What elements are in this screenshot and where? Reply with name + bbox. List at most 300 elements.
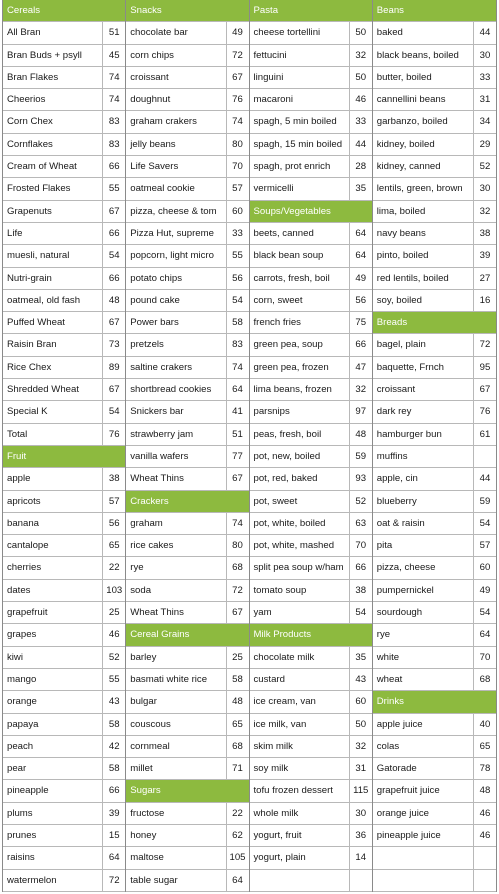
glycemic-value: 74 xyxy=(226,111,249,132)
glycemic-value: 31 xyxy=(473,89,496,110)
table-row xyxy=(250,268,372,290)
table-row xyxy=(3,334,125,356)
food-name: Total xyxy=(7,428,28,440)
food-name: lentils, green, brown xyxy=(376,183,463,195)
food-name: plums xyxy=(7,807,33,819)
glycemic-value: 54 xyxy=(349,602,372,623)
category-label: Sugars xyxy=(130,785,161,797)
food-name: Wheat Thins xyxy=(130,607,184,619)
glycemic-value: 76 xyxy=(226,89,249,110)
food-name: oatmeal, old fash xyxy=(7,294,81,306)
glycemic-value: 66 xyxy=(349,557,372,578)
table-row xyxy=(250,535,372,557)
table-row xyxy=(3,714,125,736)
glycemic-value: 49 xyxy=(349,268,372,289)
glycemic-value: 40 xyxy=(473,714,496,735)
food-name: yogurt, plain xyxy=(253,852,306,864)
table-row xyxy=(373,736,496,758)
table-row xyxy=(373,803,496,825)
glycemic-value: 64 xyxy=(473,624,496,645)
table-row xyxy=(250,424,372,446)
glycemic-value: 67 xyxy=(473,379,496,400)
table-row xyxy=(373,45,496,67)
table-row xyxy=(373,111,496,133)
food-name: jelly beans xyxy=(130,138,176,150)
food-name: potato chips xyxy=(130,272,182,284)
glycemic-value: 39 xyxy=(102,803,125,824)
table-row xyxy=(250,847,372,869)
glycemic-value: 72 xyxy=(226,580,249,601)
glycemic-value: 52 xyxy=(473,156,496,177)
food-name: Nutri-grain xyxy=(7,272,52,284)
food-name: colas xyxy=(376,740,400,752)
food-name: rice cakes xyxy=(130,540,174,552)
empty-row xyxy=(373,870,496,892)
glycemic-value: 64 xyxy=(349,245,372,266)
table-row xyxy=(126,647,248,669)
food-name: custard xyxy=(253,673,285,685)
table-row xyxy=(3,178,125,200)
category-label: Crackers xyxy=(130,495,169,507)
table-row xyxy=(3,847,125,869)
glycemic-value: 15 xyxy=(102,825,125,846)
table-row xyxy=(250,647,372,669)
food-name: macaroni xyxy=(253,94,293,106)
glycemic-value: 93 xyxy=(349,468,372,489)
glycemic-value: 54 xyxy=(226,290,249,311)
glycemic-value: 27 xyxy=(473,268,496,289)
table-row xyxy=(250,446,372,468)
glycemic-value: 31 xyxy=(349,758,372,779)
food-name: Wheat Thins xyxy=(130,473,184,485)
table-row xyxy=(126,134,248,156)
food-name: Corn Chex xyxy=(7,116,53,128)
glycemic-value: 32 xyxy=(349,379,372,400)
glycemic-value: 33 xyxy=(473,67,496,88)
category-label: Drinks xyxy=(376,696,404,708)
food-name: pineapple juice xyxy=(376,829,441,841)
glycemic-value: 67 xyxy=(102,379,125,400)
food-name: Bran Flakes xyxy=(7,71,59,83)
glycemic-value: 25 xyxy=(102,602,125,623)
table-column xyxy=(250,0,373,891)
food-name: split pea soup w/ham xyxy=(253,562,344,574)
table-row xyxy=(250,736,372,758)
category-header xyxy=(373,691,496,713)
table-row xyxy=(373,714,496,736)
glycemic-value: 60 xyxy=(226,201,249,222)
food-name: saltine crakers xyxy=(130,361,193,373)
glycemic-value: 66 xyxy=(102,223,125,244)
glycemic-value: 51 xyxy=(226,424,249,445)
glycemic-value: 73 xyxy=(102,334,125,355)
food-name: rye xyxy=(130,562,144,574)
food-name: pot, white, boiled xyxy=(253,517,326,529)
table-row xyxy=(250,513,372,535)
glycemic-value: 70 xyxy=(226,156,249,177)
table-row xyxy=(373,491,496,513)
glycemic-value: 68 xyxy=(226,557,249,578)
table-row xyxy=(126,557,248,579)
glycemic-value: 115 xyxy=(349,780,372,801)
glycemic-value: 78 xyxy=(473,758,496,779)
food-name: pot, white, mashed xyxy=(253,540,335,552)
food-name: wheat xyxy=(376,673,403,685)
glycemic-value: 66 xyxy=(102,268,125,289)
glycemic-value: 57 xyxy=(226,178,249,199)
food-name: spagh, prot enrich xyxy=(253,161,331,173)
table-row xyxy=(373,557,496,579)
glycemic-value: 38 xyxy=(102,468,125,489)
table-row xyxy=(373,134,496,156)
glycemic-value: 39 xyxy=(473,245,496,266)
food-name: banana xyxy=(7,517,40,529)
table-row xyxy=(126,223,248,245)
glycemic-value: 65 xyxy=(226,714,249,735)
glycemic-value: 43 xyxy=(102,691,125,712)
food-name: butter, boiled xyxy=(376,71,432,83)
glycemic-value: 58 xyxy=(226,669,249,690)
food-name: cannellini beans xyxy=(376,94,446,106)
table-row xyxy=(126,67,248,89)
food-name: Frosted Flakes xyxy=(7,183,71,195)
food-name: grapes xyxy=(7,629,37,641)
glycemic-value: 58 xyxy=(102,714,125,735)
table-row xyxy=(126,758,248,780)
category-label: Soups/Vegetables xyxy=(253,205,331,217)
table-row xyxy=(373,290,496,312)
glycemic-value: 71 xyxy=(226,758,249,779)
table-row xyxy=(126,424,248,446)
glycemic-value: 67 xyxy=(226,602,249,623)
food-name: Snickers bar xyxy=(130,406,184,418)
food-name: Cream of Wheat xyxy=(7,161,77,173)
table-row xyxy=(126,89,248,111)
food-name: soy milk xyxy=(253,763,289,775)
glycemic-value: 83 xyxy=(102,111,125,132)
glycemic-value: 49 xyxy=(226,22,249,43)
food-name: spagh, 15 min boiled xyxy=(253,138,343,150)
glycemic-value: 54 xyxy=(102,245,125,266)
food-name: All Bran xyxy=(7,27,41,39)
glycemic-value: 74 xyxy=(226,357,249,378)
food-name: garbanzo, boiled xyxy=(376,116,448,128)
table-row xyxy=(373,513,496,535)
glycemic-value: 48 xyxy=(349,424,372,445)
table-row xyxy=(250,691,372,713)
table-row xyxy=(373,602,496,624)
category-label: Cereal Grains xyxy=(130,629,190,641)
table-row xyxy=(373,201,496,223)
table-row xyxy=(373,67,496,89)
food-name: pita xyxy=(376,540,393,552)
glycemic-value: 95 xyxy=(473,357,496,378)
table-row xyxy=(250,45,372,67)
glycemic-value: 70 xyxy=(473,647,496,668)
food-name: croissant xyxy=(130,71,169,83)
food-name: Shredded Wheat xyxy=(7,384,79,396)
glycemic-value: 72 xyxy=(102,870,125,891)
glycemic-value: 32 xyxy=(349,45,372,66)
glycemic-value: 48 xyxy=(102,290,125,311)
glycemic-value xyxy=(473,446,496,467)
food-name: green pea, soup xyxy=(253,339,323,351)
food-name: sourdough xyxy=(376,607,423,619)
glycemic-value: 47 xyxy=(349,357,372,378)
table-row xyxy=(3,424,125,446)
food-name: muffins xyxy=(376,450,408,462)
food-name: orange xyxy=(7,696,37,708)
category-header xyxy=(250,201,372,223)
table-row xyxy=(250,758,372,780)
table-row xyxy=(250,156,372,178)
glycemic-value: 68 xyxy=(226,736,249,757)
glycemic-value: 97 xyxy=(349,401,372,422)
category-header xyxy=(3,0,125,22)
table-row xyxy=(3,825,125,847)
table-row xyxy=(250,111,372,133)
table-row xyxy=(126,401,248,423)
glycemic-value: 66 xyxy=(349,334,372,355)
glycemic-value: 32 xyxy=(473,201,496,222)
food-name: dark rey xyxy=(376,406,412,418)
food-name: spagh, 5 min boiled xyxy=(253,116,337,128)
table-row xyxy=(250,557,372,579)
glycemic-value: 72 xyxy=(226,45,249,66)
food-name: prunes xyxy=(7,829,37,841)
table-row xyxy=(250,468,372,490)
glycemic-value: 33 xyxy=(349,111,372,132)
food-name: orange juice xyxy=(376,807,430,819)
category-header xyxy=(126,0,248,22)
glycemic-value: 50 xyxy=(349,67,372,88)
table-row xyxy=(126,312,248,334)
food-name: tofu frozen dessert xyxy=(253,785,333,797)
category-header xyxy=(126,780,248,802)
food-name: doughnut xyxy=(130,94,171,106)
glycemic-value: 67 xyxy=(226,468,249,489)
table-row xyxy=(3,758,125,780)
food-name: barley xyxy=(130,651,157,663)
food-name: corn chips xyxy=(130,49,174,61)
glycemic-value: 54 xyxy=(473,513,496,534)
food-name: vermicelli xyxy=(253,183,294,195)
food-name: Raisin Bran xyxy=(7,339,57,351)
glycemic-value: 74 xyxy=(102,67,125,88)
table-row xyxy=(250,580,372,602)
table-row xyxy=(126,45,248,67)
glycemic-value: 89 xyxy=(102,357,125,378)
empty-row xyxy=(250,870,372,892)
glycemic-value: 50 xyxy=(349,22,372,43)
table-row xyxy=(373,825,496,847)
glycemic-value: 57 xyxy=(102,491,125,512)
table-row xyxy=(373,424,496,446)
glycemic-value: 75 xyxy=(349,312,372,333)
food-name: grapefruit xyxy=(7,607,48,619)
food-name: cornmeal xyxy=(130,740,170,752)
table-row xyxy=(373,245,496,267)
glycemic-value: 59 xyxy=(473,491,496,512)
table-row xyxy=(3,870,125,892)
food-name: soda xyxy=(130,584,152,596)
glycemic-value: 80 xyxy=(226,134,249,155)
glycemic-value: 38 xyxy=(349,580,372,601)
glycemic-value: 44 xyxy=(473,468,496,489)
food-name: kidney, canned xyxy=(376,161,441,173)
table-row xyxy=(250,491,372,513)
glycemic-value: 65 xyxy=(102,535,125,556)
table-row xyxy=(3,312,125,334)
table-row xyxy=(3,580,125,602)
table-row xyxy=(3,803,125,825)
food-name: pot, sweet xyxy=(253,495,298,507)
table-row xyxy=(3,602,125,624)
glycemic-index-table xyxy=(2,0,497,892)
glycemic-value: 74 xyxy=(226,513,249,534)
table-row xyxy=(250,290,372,312)
table-row xyxy=(373,780,496,802)
food-name: vanilla wafers xyxy=(130,450,189,462)
table-row xyxy=(3,513,125,535)
food-name: muesli, natural xyxy=(7,250,70,262)
glycemic-value: 80 xyxy=(226,535,249,556)
food-name: Cornflakes xyxy=(7,138,53,150)
glycemic-value: 43 xyxy=(349,669,372,690)
table-row xyxy=(250,89,372,111)
table-row xyxy=(3,290,125,312)
table-row xyxy=(126,178,248,200)
glycemic-value: 59 xyxy=(349,446,372,467)
table-row xyxy=(126,245,248,267)
table-row xyxy=(3,535,125,557)
empty-cell xyxy=(373,870,473,891)
table-row xyxy=(126,870,248,892)
table-row xyxy=(373,580,496,602)
glycemic-value: 48 xyxy=(473,780,496,801)
food-name: pound cake xyxy=(130,294,180,306)
table-row xyxy=(250,602,372,624)
table-row xyxy=(126,825,248,847)
table-row xyxy=(373,468,496,490)
food-name: Puffed Wheat xyxy=(7,317,65,329)
table-row xyxy=(3,780,125,802)
food-name: Pizza Hut, supreme xyxy=(130,227,214,239)
glycemic-value: 35 xyxy=(349,178,372,199)
table-row xyxy=(250,357,372,379)
glycemic-value: 30 xyxy=(473,45,496,66)
table-row xyxy=(3,156,125,178)
food-name: lima beans, frozen xyxy=(253,384,332,396)
table-row xyxy=(126,379,248,401)
empty-cell xyxy=(373,847,473,868)
table-row xyxy=(373,223,496,245)
table-row xyxy=(373,758,496,780)
glycemic-value: 36 xyxy=(349,825,372,846)
glycemic-value: 66 xyxy=(102,156,125,177)
table-row xyxy=(3,111,125,133)
glycemic-value: 33 xyxy=(226,223,249,244)
food-name: fettucini xyxy=(253,49,287,61)
food-name: white xyxy=(376,651,400,663)
category-label: Beans xyxy=(376,5,404,16)
food-name: baquette, Frnch xyxy=(376,361,444,373)
category-header xyxy=(250,624,372,646)
glycemic-value: 16 xyxy=(473,290,496,311)
glycemic-value: 56 xyxy=(226,268,249,289)
glycemic-value: 68 xyxy=(473,669,496,690)
table-row xyxy=(126,111,248,133)
glycemic-value: 44 xyxy=(349,134,372,155)
table-row xyxy=(3,468,125,490)
glycemic-value: 42 xyxy=(102,736,125,757)
food-name: Cheerios xyxy=(7,94,46,106)
food-name: hamburger bun xyxy=(376,428,442,440)
table-row xyxy=(250,223,372,245)
table-row xyxy=(3,379,125,401)
table-row xyxy=(250,401,372,423)
food-name: raisins xyxy=(7,852,35,864)
table-row xyxy=(3,401,125,423)
food-name: black bean soup xyxy=(253,250,324,262)
table-row xyxy=(3,245,125,267)
table-row xyxy=(250,825,372,847)
table-row xyxy=(126,714,248,736)
table-row xyxy=(373,357,496,379)
food-name: blueberry xyxy=(376,495,417,507)
food-name: pizza, cheese & tom xyxy=(130,205,217,217)
table-row xyxy=(373,156,496,178)
food-name: Power bars xyxy=(130,317,179,329)
glycemic-value: 66 xyxy=(102,780,125,801)
food-name: ice cream, van xyxy=(253,696,316,708)
food-name: apple juice xyxy=(376,718,423,730)
food-name: basmati white rice xyxy=(130,673,208,685)
table-row xyxy=(126,22,248,44)
table-row xyxy=(3,223,125,245)
glycemic-value: 83 xyxy=(102,134,125,155)
category-label: Snacks xyxy=(130,5,162,16)
table-row xyxy=(3,45,125,67)
category-label: Fruit xyxy=(7,450,27,462)
glycemic-value: 29 xyxy=(473,134,496,155)
food-name: cherries xyxy=(7,562,42,574)
food-name: ice milk, van xyxy=(253,718,307,730)
glycemic-value: 52 xyxy=(102,647,125,668)
glycemic-value: 55 xyxy=(226,245,249,266)
glycemic-value: 58 xyxy=(102,758,125,779)
food-name: table sugar xyxy=(130,874,178,886)
table-row xyxy=(3,736,125,758)
food-name: navy beans xyxy=(376,227,426,239)
food-name: red lentils, boiled xyxy=(376,272,449,284)
glycemic-value: 28 xyxy=(349,156,372,177)
table-row xyxy=(250,669,372,691)
food-name: Bran Buds + psyll xyxy=(7,49,82,61)
table-row xyxy=(373,268,496,290)
glycemic-value: 103 xyxy=(102,580,125,601)
table-row xyxy=(126,446,248,468)
glycemic-value: 105 xyxy=(226,847,249,868)
table-row xyxy=(373,535,496,557)
glycemic-value: 38 xyxy=(473,223,496,244)
food-name: carrots, fresh, boil xyxy=(253,272,330,284)
glycemic-value: 60 xyxy=(473,557,496,578)
table-row xyxy=(126,691,248,713)
food-name: Grapenuts xyxy=(7,205,52,217)
glycemic-value: 30 xyxy=(349,803,372,824)
glycemic-value: 64 xyxy=(226,870,249,891)
